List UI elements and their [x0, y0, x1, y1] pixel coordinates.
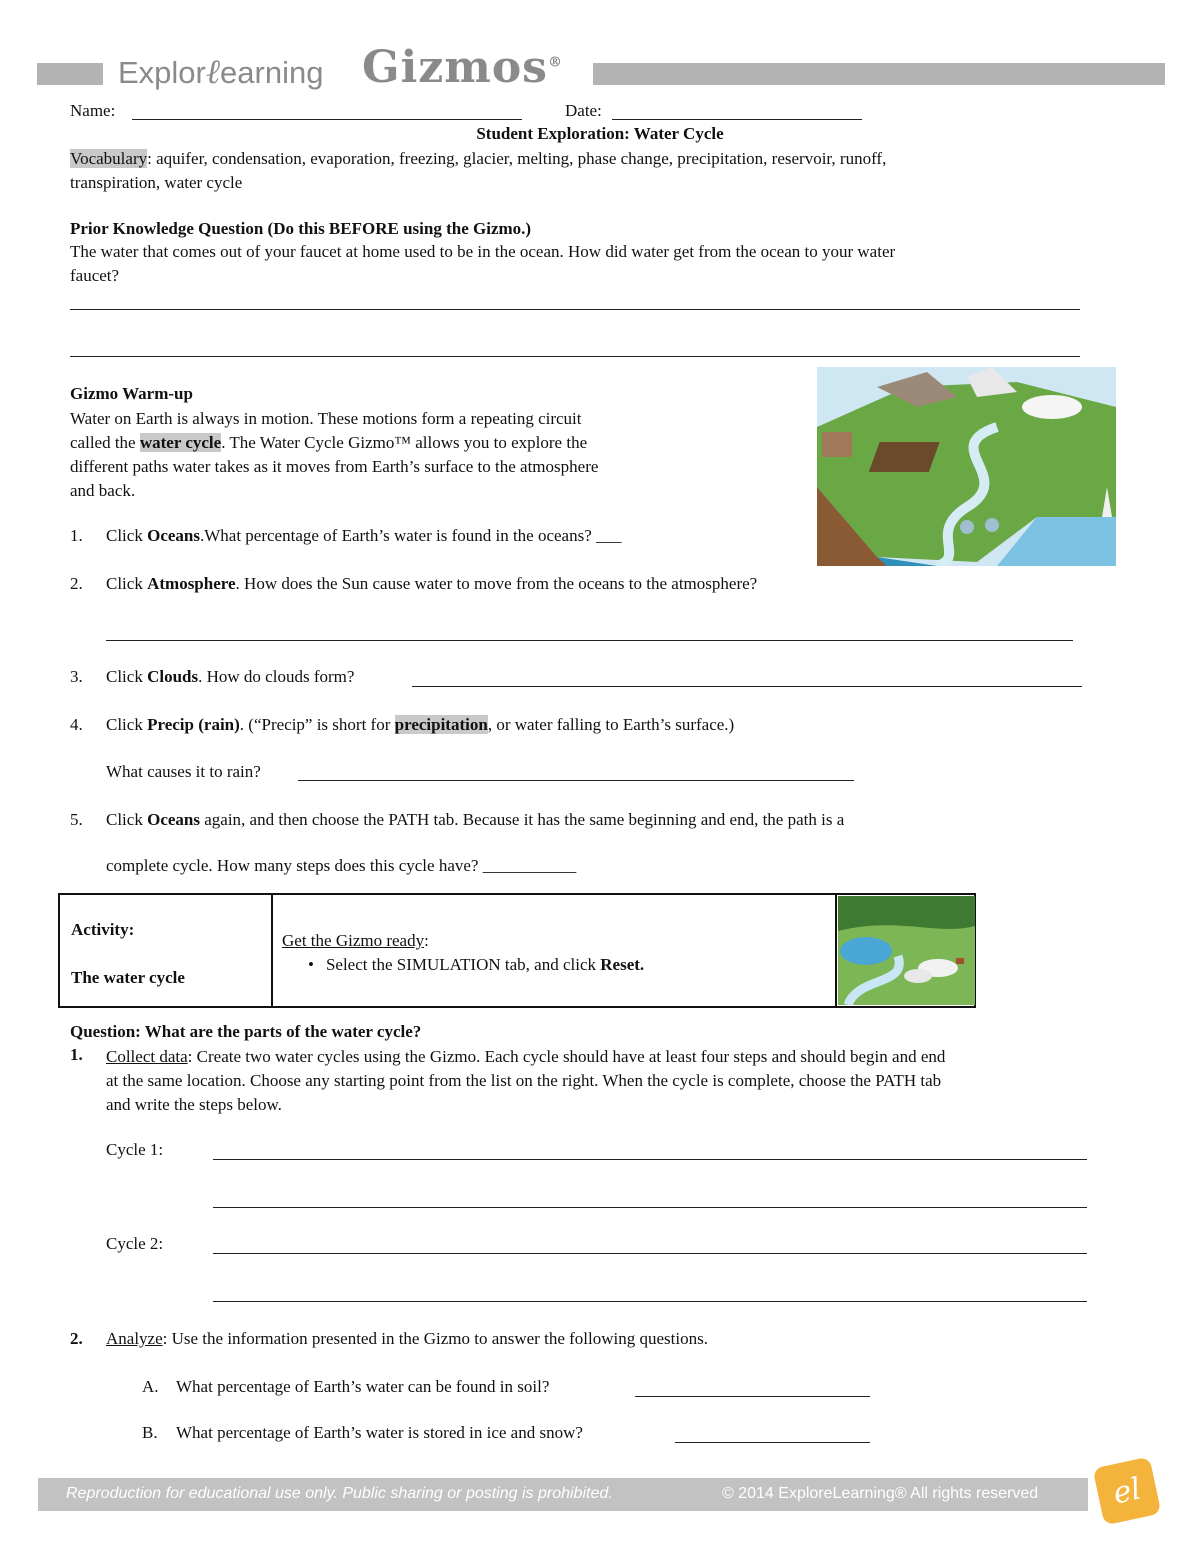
prior-question-line-1: The water that comes out of your faucet at home used to be in the ocean. How did water get from the ocean to your water	[70, 242, 896, 261]
gizmo-ready-heading: Get the Gizmo ready:	[282, 931, 429, 950]
registered-mark: ®	[547, 54, 563, 71]
q2-answer-line[interactable]	[106, 640, 1073, 641]
question-a-letter: A.	[142, 1377, 159, 1396]
activity-divider-2	[835, 895, 837, 1006]
brand-l-swash: ℓ	[205, 52, 221, 92]
q4-answer-line[interactable]	[298, 780, 854, 781]
footer-copyright: © 2014 ExploreLearning® All rights reserved	[722, 1485, 1039, 1502]
date-field[interactable]	[612, 119, 862, 120]
part-question: Question: What are the parts of the water cycle?	[70, 1022, 422, 1041]
warmup-text: Water on Earth is always in motion. These motions form a repeating circuit called the water cycle. The Water Cycle Gizmo™ allows you to explore the different paths water takes as it moves from Earth’s surface to the atmosphere and back.	[70, 409, 599, 500]
q4-number: 4.	[70, 715, 83, 734]
q4-sub-question: What causes it to rain?	[106, 762, 261, 781]
q3-answer-line[interactable]	[412, 686, 1082, 687]
date-label: Date:	[565, 101, 602, 120]
name-label: Name:	[70, 101, 116, 120]
q4-text: Click Precip (rain). (“Precip” is short for precipitation, or water falling to Earth’s surface.)	[106, 715, 735, 734]
footer-disclaimer: Reproduction for educational use only. Public sharing or posting is prohibited.	[66, 1485, 613, 1502]
prior-answer-line-2[interactable]	[70, 356, 1080, 357]
prior-heading: Prior Knowledge Question (Do this BEFORE using the Gizmo.)	[70, 219, 532, 238]
q3-number: 3.	[70, 667, 83, 686]
analyze-label: Analyze	[106, 1329, 163, 1348]
cycle-1-label: Cycle 1:	[106, 1140, 164, 1159]
brand-explore: Explor	[118, 55, 206, 90]
collect-data-text: Collect data: Create two water cycles using the Gizmo. Each cycle should have at least four steps and should begin and end at the same location. Choose any starting point from the list on the right. When the cycle is complete, choose the PATH tab and write the steps below.	[106, 1047, 946, 1114]
collect-number: 1.	[70, 1045, 83, 1064]
name-field[interactable]	[132, 119, 522, 120]
prior-question-line-2: faucet?	[70, 266, 120, 285]
question-b-text: What percentage of Earth’s water is stored in ice and snow?	[176, 1423, 583, 1442]
activity-illustration	[838, 896, 975, 1005]
brand-gizmos: Gizmos®	[362, 42, 563, 93]
prior-answer-line-1[interactable]	[70, 309, 1080, 310]
explorelearning-logo: el	[1093, 1457, 1162, 1526]
q1-text: Click Oceans.What percentage of Earth’s water is found in the oceans? ___	[106, 526, 622, 545]
collect-data-label: Collect data	[106, 1047, 188, 1066]
activity-box	[58, 893, 976, 1008]
header-bar-left	[37, 63, 103, 85]
cycle-1-answer-line-2[interactable]	[213, 1207, 1087, 1208]
bullet-icon: •	[308, 955, 314, 974]
analyze-number: 2.	[70, 1329, 83, 1348]
activity-name: The water cycle	[71, 968, 185, 987]
brand-learning: earning	[220, 55, 324, 90]
water-cycle-illustration	[817, 367, 1116, 566]
question-a-text: What percentage of Earth’s water can be found in soil?	[176, 1377, 550, 1396]
activity-bullet: • Select the SIMULATION tab, and click Reset.	[308, 955, 645, 974]
cycle-2-answer-line-1[interactable]	[213, 1253, 1087, 1254]
header-bar-right	[593, 63, 1165, 85]
q2-text: Click Atmosphere. How does the Sun cause water to move from the oceans to the atmosphere?	[106, 574, 758, 593]
cycle-2-answer-line-2[interactable]	[213, 1301, 1087, 1302]
q2-number: 2.	[70, 574, 83, 593]
q5-number: 5.	[70, 810, 83, 829]
brand-logo	[118, 52, 323, 98]
cycle-1-answer-line-1[interactable]	[213, 1159, 1087, 1160]
vocabulary-label: Vocabulary	[70, 149, 148, 168]
page-title: Student Exploration: Water Cycle	[476, 124, 724, 143]
vocabulary-terms: aquifer, condensation, evaporation, freezing, glacier, melting, phase change, precipitation, reservoir, runoff,	[156, 149, 887, 168]
analyze-text: Analyze: Use the information presented in the Gizmo to answer the following questions.	[106, 1329, 708, 1348]
q1-number: 1.	[70, 526, 83, 545]
q3-text: Click Clouds. How do clouds form?	[106, 667, 355, 686]
vocabulary: Vocabulary: aquifer, condensation, evaporation, freezing, glacier, melting, phase change, precipitation, reservoir, runoff, transpiration, water cycle	[70, 149, 887, 192]
question-b-letter: B.	[142, 1423, 158, 1442]
activity-label: Activity:	[71, 920, 135, 939]
question-b-answer-line[interactable]	[675, 1442, 870, 1443]
precipitation-term: precipitation	[394, 715, 488, 734]
q5-text: Click Oceans again, and then choose the PATH tab. Because it has the same beginning and end, the path is a	[106, 810, 845, 829]
vocabulary-terms-2: transpiration, water cycle	[70, 173, 243, 192]
warmup-heading: Gizmo Warm-up	[70, 384, 193, 403]
q5-text-line-2: complete cycle. How many steps does this cycle have? ___________	[106, 856, 577, 875]
question-a-answer-line[interactable]	[635, 1396, 870, 1397]
activity-divider-1	[271, 895, 273, 1006]
cycle-2-label: Cycle 2:	[106, 1234, 164, 1253]
water-cycle-term: water cycle	[139, 433, 222, 452]
